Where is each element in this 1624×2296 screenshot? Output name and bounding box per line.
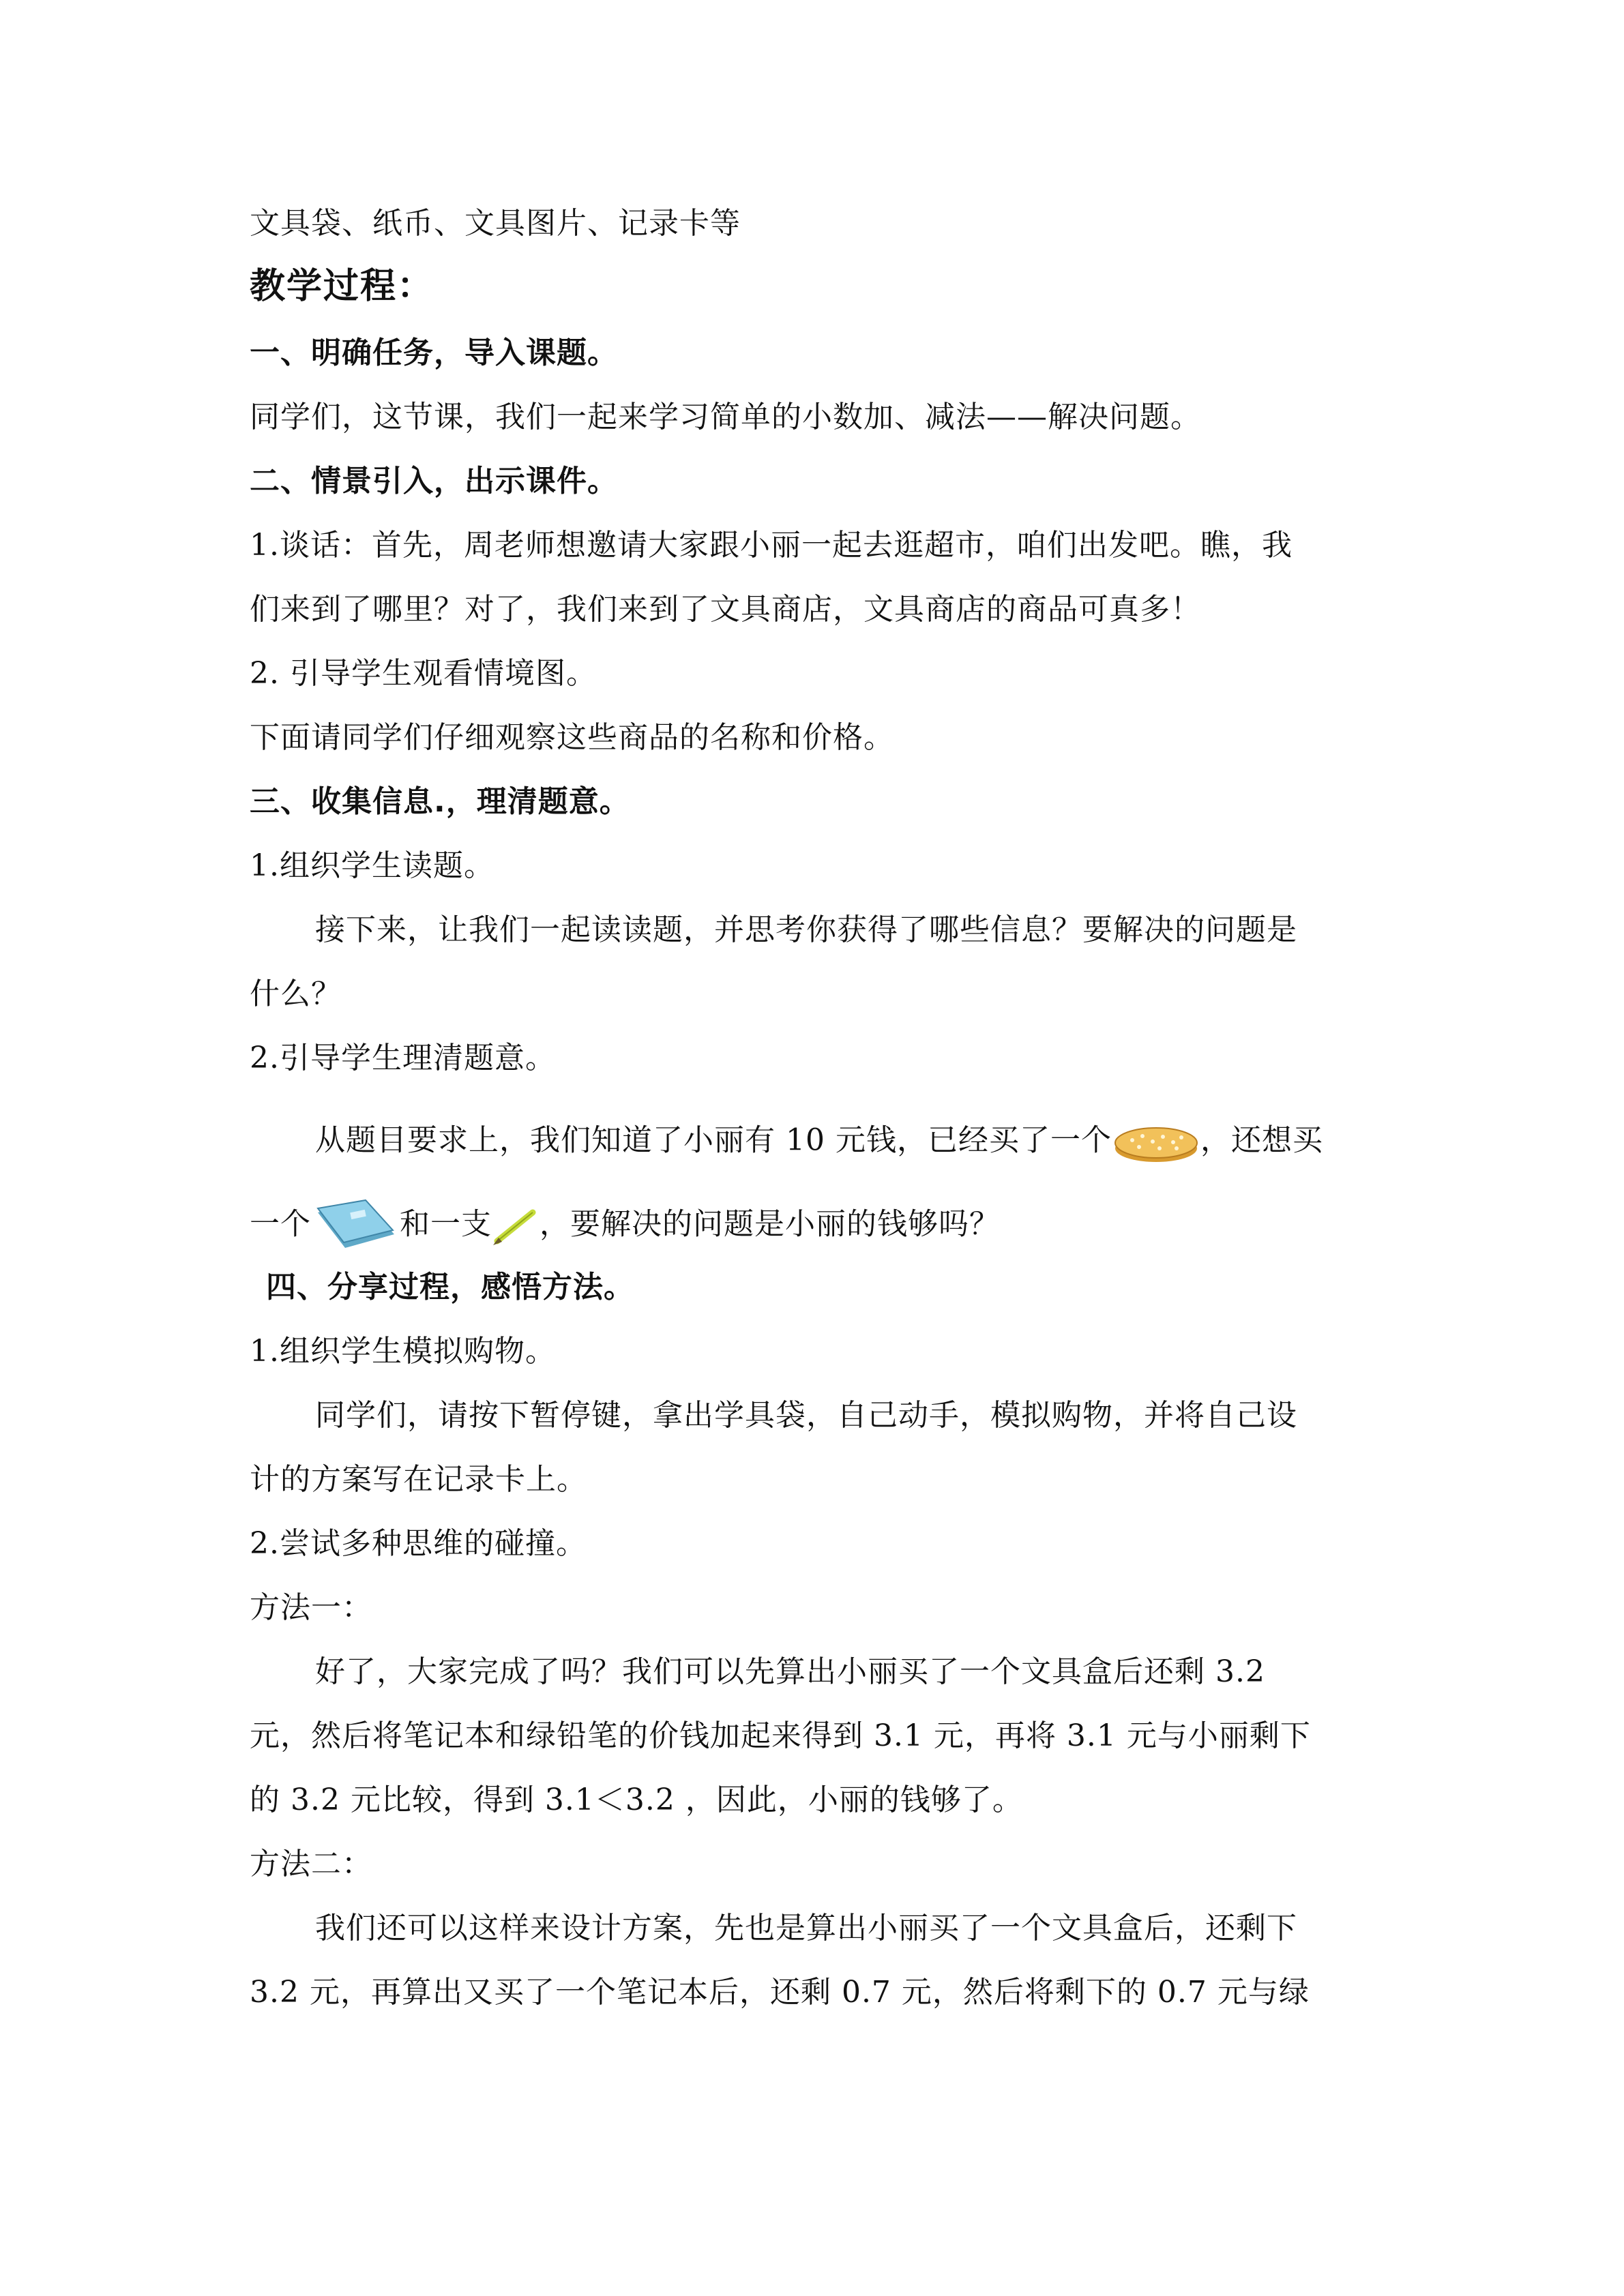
paragraph-4a-text-before: 从题目要求上，我们知道了小丽有 10 元钱，已经买了一个 (315, 1122, 1112, 1158)
section-4-paragraph-2a: 同学们，请按下暂停键，拿出学具袋，自己动手，模拟购物，并将自己设 (315, 1398, 1297, 1433)
section-1-paragraph: 同学们，这节课，我们一起来学习简单的小数加、减法——解决问题。 (250, 400, 1201, 434)
paragraph-4b-text-3: ，要解决的问题是小丽的钱够吗？ (540, 1206, 1000, 1242)
section-2-paragraph-1b: 们来到了哪里？对了，我们来到了文具商店，文具商店的商品可真多！ (250, 592, 1201, 627)
section-3-paragraph-4b (250, 1199, 1000, 1253)
section-2-title: 二、情景引入，出示课件。 (250, 464, 618, 498)
green-pencil-icon (492, 1206, 540, 1247)
section-3-paragraph-1: 1.组织学生读题。 (250, 848, 494, 883)
section-3-title: 三、收集信息.，理清题意。 (250, 784, 630, 819)
paragraph-4a-text-after: ，还想买 (1200, 1122, 1323, 1158)
notebook-icon (311, 1199, 400, 1253)
section-4-paragraph-1: 1.组织学生模拟购物。 (250, 1334, 556, 1369)
pencil-case-icon (1112, 1118, 1200, 1166)
section-4-paragraph-3: 2.尝试多种思维的碰撞。 (250, 1526, 587, 1561)
method-2-label: 方法二： (250, 1847, 372, 1881)
method-1-line-b: 元，然后将笔记本和绿铅笔的价钱加起来得到 3.1 元，再将 3.1 元与小丽剩下 (250, 1718, 1311, 1753)
method-1-line-a: 好了，大家完成了吗？我们可以先算出小丽买了一个文具盒后还剩 3.2 (315, 1654, 1265, 1689)
paragraph-4b-text-2: 和一支 (400, 1206, 492, 1242)
section-4-title: 四、分享过程，感悟方法。 (266, 1270, 634, 1304)
section-3-paragraph-3: 2.引导学生理清题意。 (250, 1041, 556, 1075)
section-3-paragraph-2b: 什么？ (250, 976, 342, 1011)
section-2-paragraph-2: 2. 引导学生观看情境图。 (250, 656, 597, 691)
section-4-paragraph-2b: 计的方案写在记录卡上。 (250, 1462, 587, 1497)
section-2-paragraph-3: 下面请同学们仔细观察这些商品的名称和价格。 (250, 720, 894, 755)
method-1-label: 方法一： (250, 1590, 372, 1625)
section-3-paragraph-4a (315, 1118, 1323, 1166)
section-heading: 教学过程： (250, 266, 434, 307)
method-1-line-c: 的 3.2 元比较，得到 3.1＜3.2 ，因此，小丽的钱够了。 (250, 1783, 1023, 1817)
method-2-line-a: 我们还可以这样来设计方案，先也是算出小丽买了一个文具盒后，还剩下 (315, 1911, 1297, 1945)
section-1-title: 一、明确任务，导入课题。 (250, 336, 618, 370)
paragraph-4b-text-1: 一个 (250, 1206, 311, 1242)
materials-line: 文具袋、纸币、文具图片、记录卡等 (250, 206, 741, 241)
section-3-paragraph-2a: 接下来，让我们一起读读题，并思考你获得了哪些信息？要解决的问题是 (315, 912, 1297, 947)
method-2-line-b: 3.2 元，再算出又买了一个笔记本后，还剩 0.7 元，然后将剩下的 0.7 元与绿 (250, 1975, 1310, 2010)
section-2-paragraph-1a: 1.谈话：首先，周老师想邀请大家跟小丽一起去逛超市，咱们出发吧。瞧，我 (250, 528, 1293, 563)
